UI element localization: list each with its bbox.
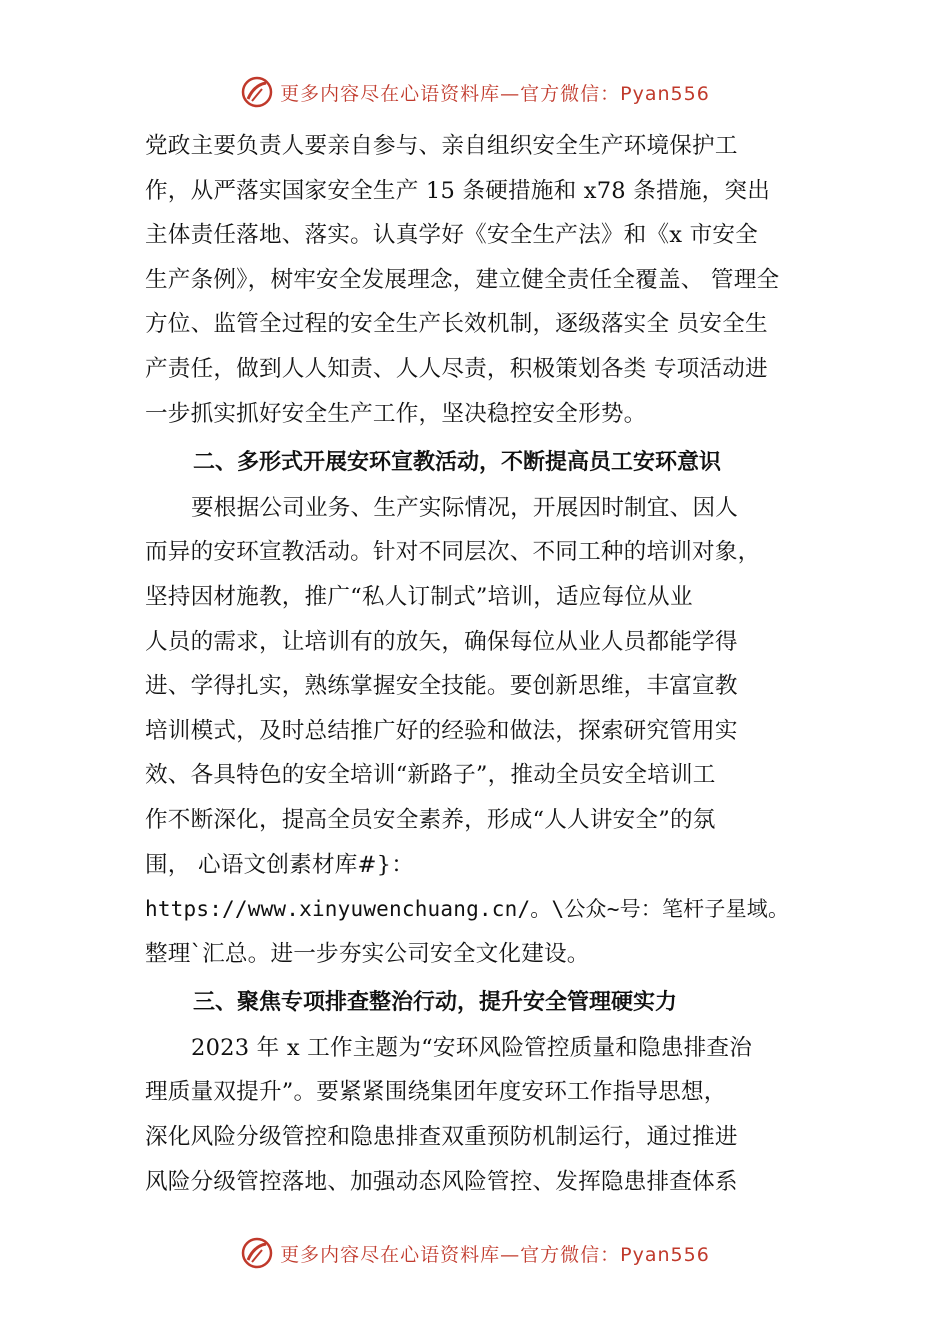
document-body [145, 124, 845, 1204]
logo-icon [240, 75, 274, 109]
section-heading-3: 三、聚焦专项排查整治行动，提升安全管理硬实力 [193, 990, 678, 1016]
text-line: 深化风险分级管控和隐患排查双重预防机制运行，通过推进 [145, 1124, 738, 1151]
text-line: 人员的需求，让培训有的放矢，确保每位从业人员都能学得 [145, 628, 738, 655]
text-line: 作，从严落实国家安全生产 15 条硬措施和 x78 条措施，突出 [145, 177, 771, 204]
text-line: 整理`汇总。进一步夯实公司安全文化建设。 [145, 940, 590, 967]
text-line: 产责任，做到人人知责、人人尽责，积极策划各类 专项活动进 [145, 355, 768, 382]
text-line: 培训模式，及时总结推广好的经验和做法，探索研究管用实 [145, 717, 738, 744]
section-heading-2: 二、多形式开展安环宣教活动，不断提高员工安环意识 [193, 450, 722, 476]
text-line: 而异的安环宣教活动。针对不同层次、不同工种的培训对象， [145, 539, 761, 566]
text-line: 作不断深化，提高全员安全素养，形成“人人讲安全”的氛 [145, 806, 716, 833]
watermark-text: 更多内容尽在心语资料库—官方微信：Pyan556 [280, 82, 710, 105]
text-line: 方位、监管全过程的安全生产长效机制，逐级落实全 员安全生 [145, 311, 768, 338]
url-line: https://www.xinyuwenchuang.cn/。\公众~号：笔杆子星域。 [145, 897, 790, 922]
text-line: 效、各具特色的安全培训“新路子”，推动全员安全培训工 [145, 762, 716, 789]
text-line: 围， 心语文创素材库#}： [145, 851, 415, 878]
text-line: 风险分级管控落地、加强动态风险管控、发挥隐患排查体系 [145, 1168, 738, 1195]
text-line: 党政主要负责人要亲自参与、亲自组织安全生产环境保护工 [145, 133, 738, 159]
text-line: 要根据公司业务、生产实际情况，开展因时制宜、因人 [191, 494, 739, 521]
text-line: 主体责任落地、落实。认真学好《安全生产法》和《x 市安全 [145, 222, 758, 249]
text-line: 生产条例》，树牢安全发展理念，建立健全责任全覆盖、 管理全 [145, 266, 780, 293]
text-line: 进、学得扎实，熟练掌握安全技能。要创新思维，丰富宣教 [145, 673, 738, 700]
logo-icon [240, 1236, 274, 1270]
text-line: 一步抓实抓好安全生产工作，坚决稳控安全形势。 [145, 400, 647, 427]
text-line: 理质量双提升”。要紧紧围绕集团年度安环工作指导思想， [145, 1079, 727, 1106]
text-line: 坚持因材施教，推广“私人订制式”培训，适应每位从业 [145, 583, 693, 610]
watermark-text: 更多内容尽在心语资料库—官方微信：Pyan556 [280, 1243, 710, 1266]
watermark-banner-top [0, 72, 950, 112]
watermark-banner-bottom [0, 1233, 950, 1273]
text-line: 2023 年 x 工作主题为“安环风险管控质量和隐患排查治 [191, 1034, 753, 1061]
